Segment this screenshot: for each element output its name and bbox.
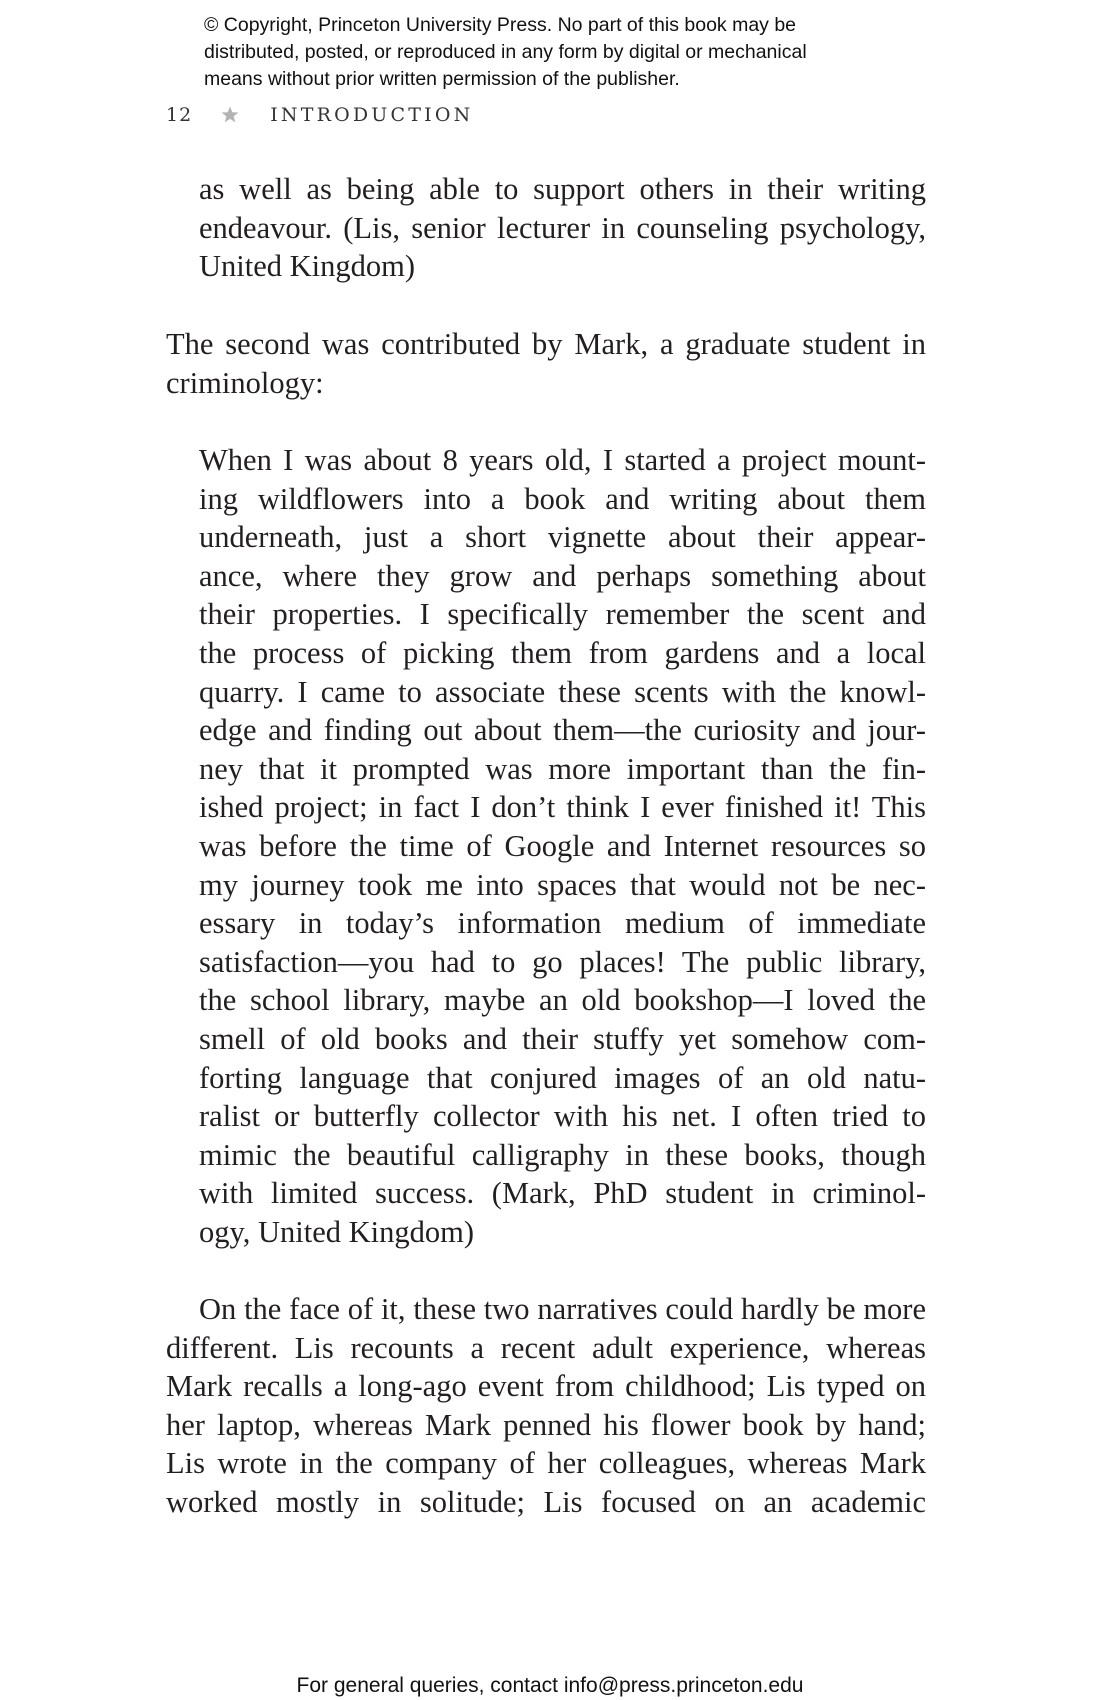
text-line: Mark recalls a long-ago event from childhood; Lis typed on (166, 1369, 926, 1404)
paragraph-comparison (166, 1290, 926, 1522)
running-head (166, 101, 473, 129)
text-line: the process of picking them from gardens and a local (199, 635, 926, 670)
text-line: ance, where they grow and perhaps something about (199, 558, 926, 593)
text-line: smell of old books and their stuffy yet somehow com- (199, 1021, 926, 1056)
text-line: ney that it prompted was more important than the fin- (199, 751, 926, 786)
copyright-line: distributed, posted, or reproduced in any form by digital or mechanical (204, 41, 807, 63)
text-line: ralist or butterfly collector with his net. I often tried to (199, 1099, 926, 1134)
text-line: edge and finding out about them—the curiosity and jour- (199, 713, 926, 748)
text-line: with limited success. (Mark, PhD student in criminol- (199, 1176, 926, 1211)
text-line: criminology: (166, 365, 324, 400)
text-line: When I was about 8 years old, I started a project mount- (199, 443, 926, 477)
footer-contact: For general queries, contact info@press.princeton.edu (296, 1674, 804, 1697)
text-line: the school library, maybe an old bookshop—I loved the (199, 983, 926, 1018)
block-quote-mark (199, 441, 926, 1251)
text-line: The second was contributed by Mark, a graduate student in (166, 327, 926, 361)
text-line: United Kingdom) (199, 249, 416, 284)
text-line: satisfaction—you had to go places! The public library, (199, 944, 926, 979)
text-line: worked mostly in solitude; Lis focused on an academic (166, 1484, 926, 1519)
text-line: different. Lis recounts a recent adult experience, whereas (166, 1330, 926, 1365)
section-title: INTRODUCTION (270, 104, 474, 126)
text-line: endeavour. (Lis, senior lecturer in counseling psychology, (199, 210, 926, 245)
text-line: was before the time of Google and Internet resources so (199, 828, 926, 863)
text-line: Lis wrote in the company of her colleagues, whereas Mark (166, 1446, 926, 1481)
copyright-line: means without prior written permission of the publisher. (204, 68, 680, 90)
text-line: her laptop, whereas Mark penned his flower book by hand; (166, 1407, 926, 1442)
text-line: forting language that conjured images of an old natu- (199, 1060, 926, 1095)
text-line: ished project; in fact I don’t think I ever finished it! This (199, 790, 926, 825)
text-line: quarry. I came to associate these scents with the knowl- (199, 674, 926, 709)
text-line: my journey took me into spaces that would not be nec- (199, 867, 926, 902)
copyright-line: © Copyright, Princeton University Press. No part of this book may be (204, 14, 797, 36)
page-number: 12 (166, 104, 193, 126)
text-line: ing wildflowers into a book and writing about them (199, 481, 926, 516)
paragraph-intro-mark (166, 325, 926, 402)
block-quote-lis (199, 170, 926, 286)
star-shape (222, 107, 239, 123)
text-line: mimic the beautiful calligraphy in these books, though (199, 1137, 926, 1172)
text-line: underneath, just a short vignette about their appear- (199, 520, 926, 555)
text-line: as well as being able to support others in their writing (199, 172, 926, 206)
text-line: essary in today’s information medium of immediate (199, 906, 926, 941)
text-line: ogy, United Kingdom) (199, 1214, 475, 1249)
copyright-notice (204, 12, 924, 93)
star-icon (220, 105, 240, 125)
text-line: On the face of it, these two narratives could hardly be more (199, 1292, 926, 1326)
text-line: their properties. I specifically remember the scent and (199, 597, 926, 632)
